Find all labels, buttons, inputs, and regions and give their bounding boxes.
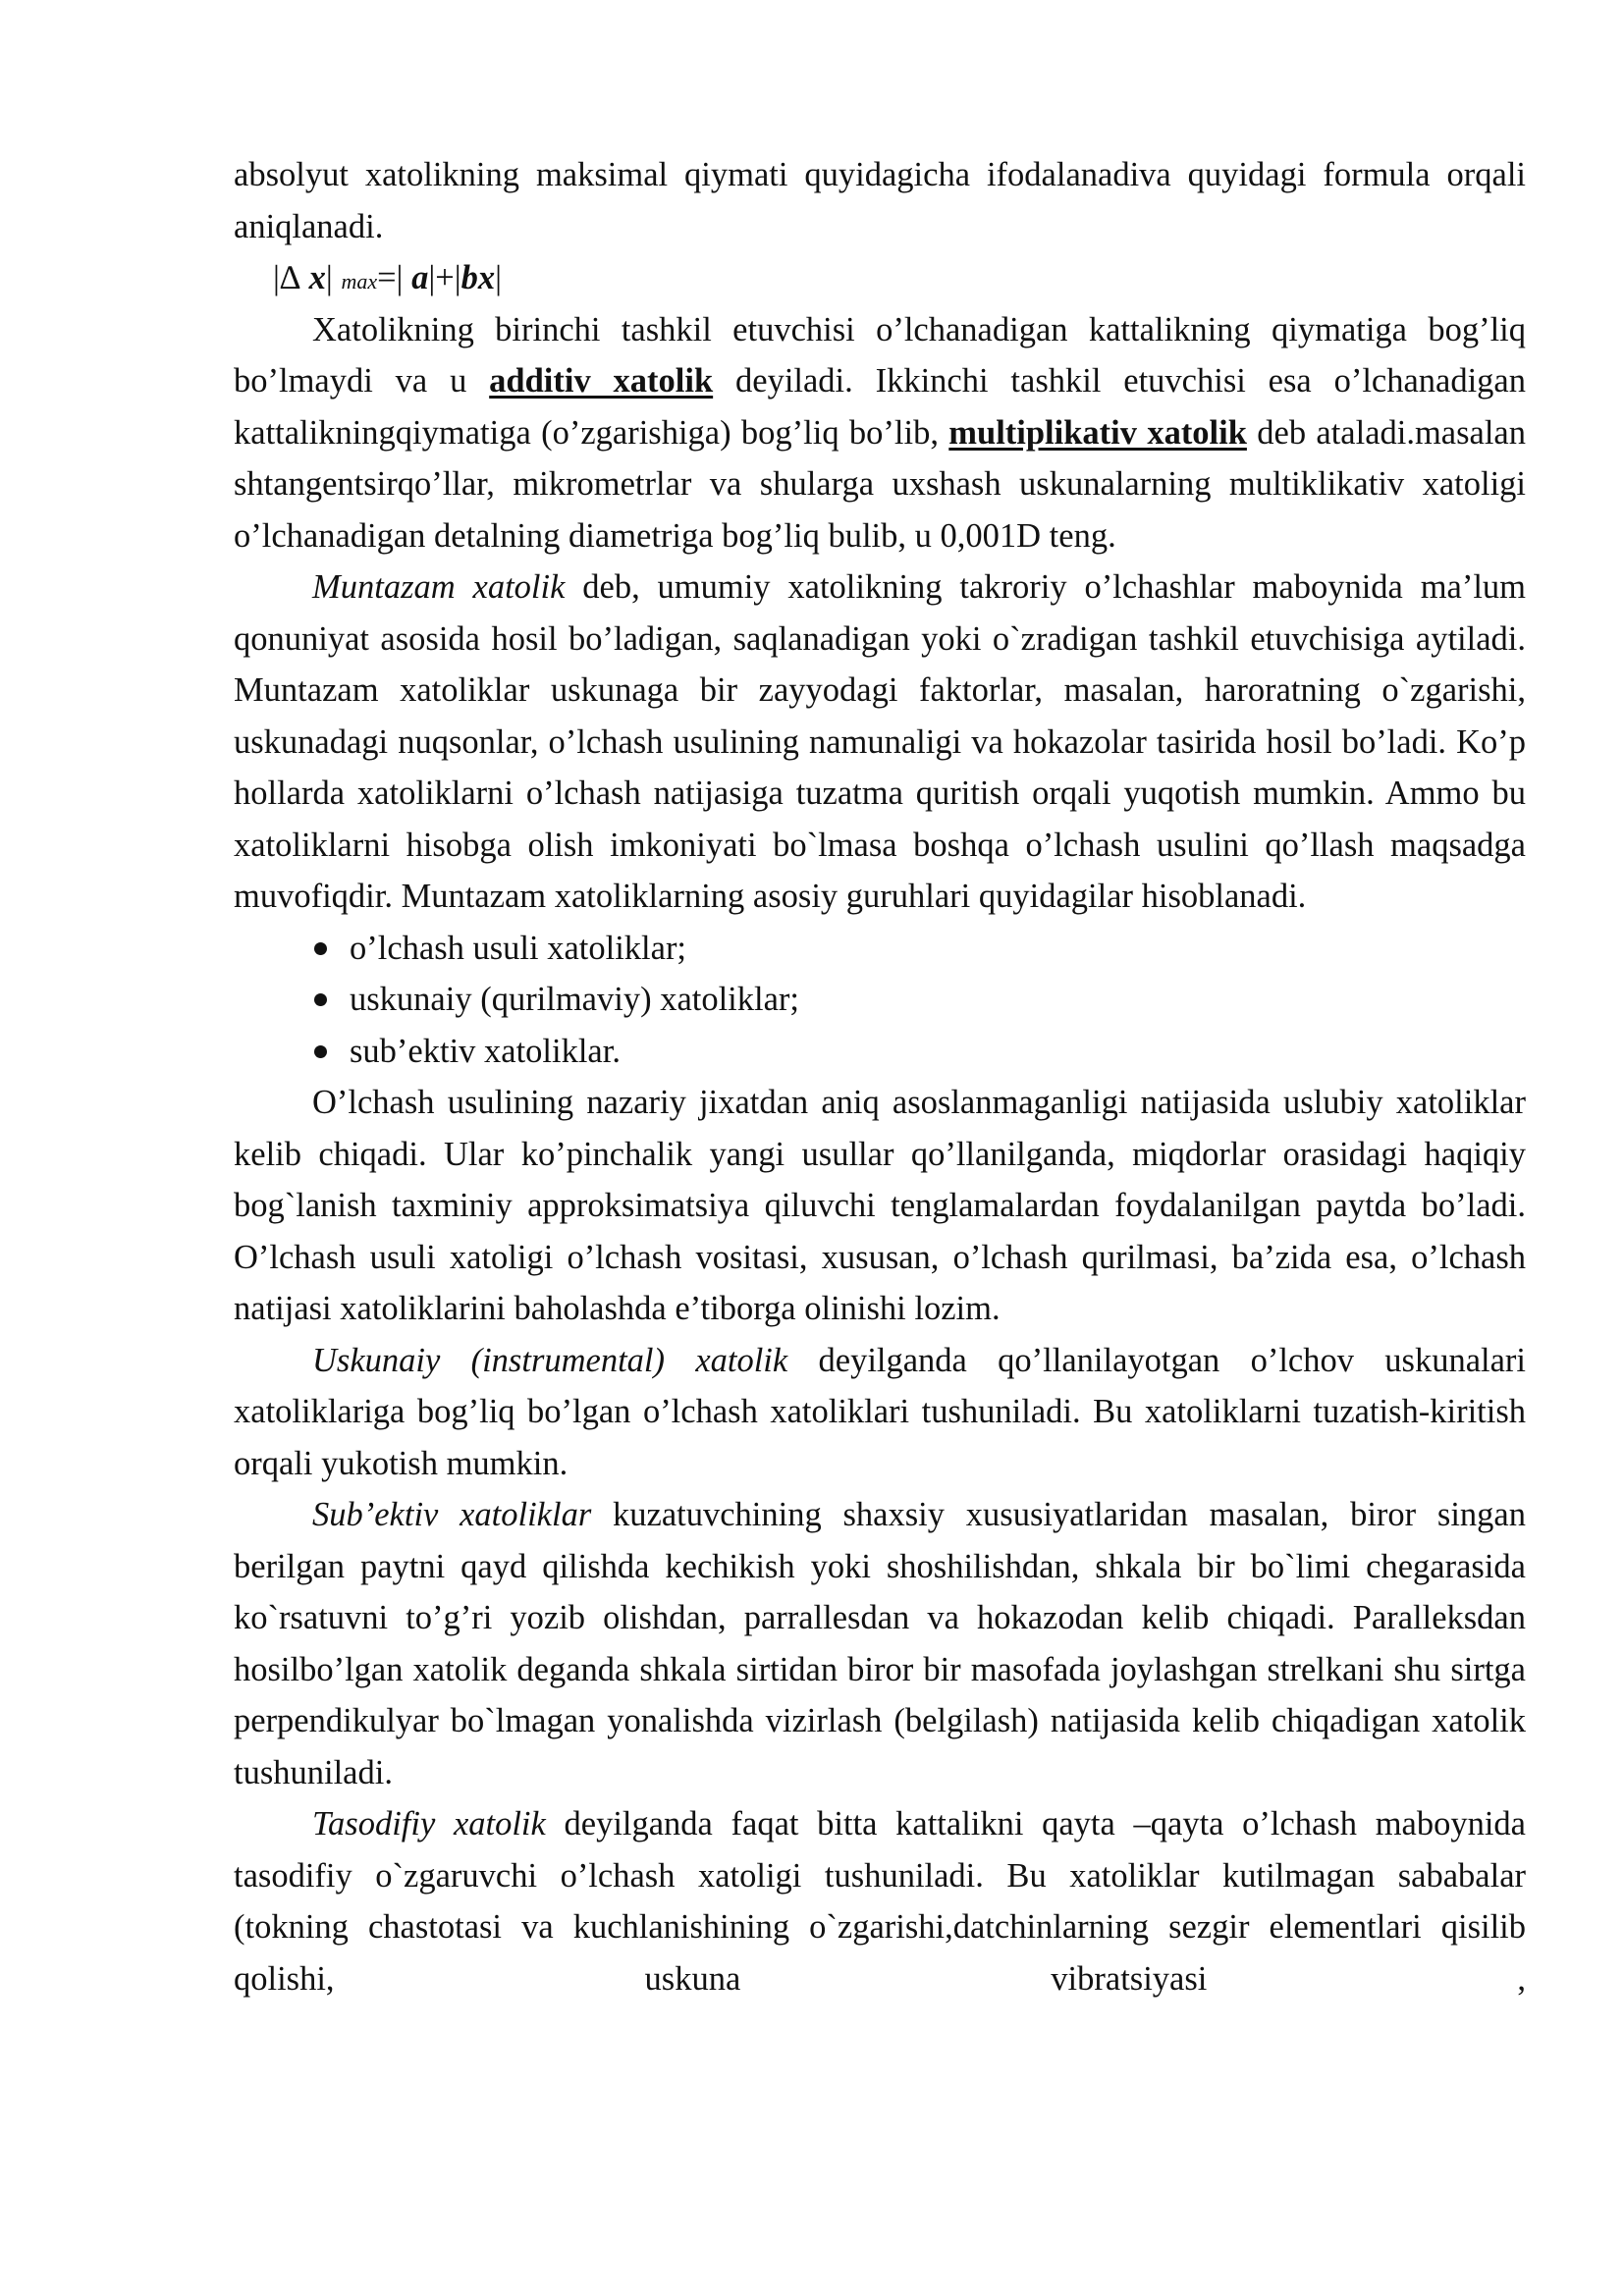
list-item-text: o’lchash usuli xatoliklar;: [350, 929, 687, 967]
additive-text-2: deyiladi. Ikkinchi tashkil etuvchisi esa o’lchanadigan kattalikningqiymatiga (o’zgarishiga) bog’liq bo’lib,: [234, 362, 1526, 452]
list-item-text: sub’ektiv xatoliklar.: [350, 1032, 621, 1070]
additive-paragraph: [234, 304, 1526, 562]
document-page: [234, 149, 1526, 2004]
subjective-term: Sub’ektiv xatoliklar: [312, 1496, 592, 1533]
subjective-paragraph: [234, 1489, 1526, 1798]
formula-left: |∆: [273, 259, 309, 296]
formula-end: |: [495, 259, 503, 296]
systematic-text: deb, umumiy xatolikning takroriy o’lchashlar maboynida ma’lum qonuniyat asosida hosil bo’ladigan, saqlanadigan yoki o`zradigan tashkil etuvchisiga aytiladi. Muntazam xatoliklar uskunaga bir zayyodagi faktorlar, masalan, haroratning o`zgarishi, uskunadagi nuqsonlar, o’lchash usulining namunaligi va hokazolar tasirida hosil bo’ladi. Ko’p hollarda xatoliklarni o’lchash natijasiga tuzatma quritish orqali yuqotish mumkin. Ammo bu xatoliklarni hisobga olish imkoniyati bo`lmasa boshqa o’lchash usulini qo’llash maqsadga muvofiqdir. Muntazam xatoliklarning asosiy guruhlari quyidagilar hisoblanadi.: [234, 568, 1526, 915]
random-term: Tasodifiy xatolik: [312, 1805, 546, 1842]
method-error-paragraph: [234, 1077, 1526, 1335]
formula-bx: bx: [460, 259, 496, 296]
instrumental-paragraph: [234, 1335, 1526, 1490]
random-error-paragraph: [234, 1798, 1526, 2004]
subjective-text: kuzatuvchining shaxsiy xususiyatlaridan masalan, biror singan berilgan paytni qayd qilishda kechikish yoki shoshilishdan, shkala bir bo`limi chegarasida ko`rsatuvni to’g’ri yozib olishdan, parrallesdan va hokazodan kelib chiqadi. Paralleksdan hosilbo’lgan xatolik deganda shkala sirtidan biror bir masofada joylashgan strelkani shu sirtga perpendikulyar bo`lmagan yonalishda vizirlash (belgilash) natijasida kelib chiqadigan xatolik tushuniladi.: [234, 1496, 1526, 1791]
formula-sub-max: max: [341, 269, 378, 294]
formula-mid: |+|: [428, 259, 461, 296]
systematic-paragraph: [234, 561, 1526, 923]
list-item: [312, 974, 1526, 1026]
formula-a: a: [411, 259, 429, 296]
instrumental-text: deyilganda qo’llanilayotgan o’lchov uskunalari xatoliklariga bog’liq bo’lgan o’lchash xatoliklari tushuniladi. Bu xatoliklarni tuzatish-kiritish orqali yukotish mumkin.: [234, 1341, 1526, 1482]
list-item-text: uskunaiy (qurilmaviy) xatoliklar;: [350, 981, 799, 1018]
multiplikativ-xatolik-term: multiplikativ xatolik: [948, 413, 1247, 452]
list-item: [312, 923, 1526, 975]
formula-bar: |: [325, 259, 333, 296]
bullet-icon: [314, 993, 327, 1006]
error-groups-list: [234, 923, 1526, 1078]
intro-paragraph: [234, 149, 1526, 252]
additive-text-1: Xatolikning birinchi tashkil etuvchisi o’lchanadigan kattalikning qiymatiga bog’liq bo’lmaydi va u: [234, 310, 1526, 400]
instrumental-term: Uskunaiy (instrumental) xatolik: [312, 1341, 788, 1379]
intro-text: absolyut xatolikning maksimal qiymati quyidagicha ifodalanadiva quyidagi formula orqali aniqlanadi.: [234, 156, 1526, 245]
bullet-icon: [314, 1045, 327, 1058]
systematic-term: Muntazam xatolik: [312, 568, 566, 606]
additive-text-3: deb ataladi.masalan shtangentsirqo’llar, mikrometrlar va shularga uxshash uskunalarning multiklikativ xatoligi o’lchanadigan detalning diametriga bog’liq bulib, u 0,001D teng.: [234, 413, 1526, 555]
random-text: deyilganda faqat bitta kattalikni qayta –qayta o’lchash maboynida tasodifiy o`zgaruvchi o’lchash xatoligi tushuniladi. Bu xatoliklar kutilmagan sababalar (tokning chastotasi va kuchlanishining o`zgarishi,datchinlarning sezgir elementlari qisilib qolishi, uskuna vibratsiyasi ,: [234, 1805, 1526, 1998]
formula-x: x: [308, 259, 326, 296]
method-error-text: O’lchash usulining nazariy jixatdan aniq asoslanmaganligi natijasida uslubiy xatoliklar kelib chiqadi. Ular ko’pinchalik yangi usullar qo’llanilganda, miqdorlar orasidagi haqiqiy bog`lanish taxminiy approksimatsiya qiluvchi tenglamalardan foydalanilgan paytda bo’ladi. O’lchash usuli xatoligi o’lchash vositasi, xususan, o’lchash qurilmasi, ba’zida esa, o’lchash natijasi xatoliklarini baholashda e’tiborga olinishi lozim.: [234, 1084, 1526, 1327]
formula-eq: =|: [377, 259, 412, 296]
bullet-icon: [314, 942, 327, 955]
additiv-xatolik-term: additiv xatolik: [489, 362, 714, 400]
max-error-formula: [234, 252, 1526, 304]
list-item: [312, 1026, 1526, 1078]
